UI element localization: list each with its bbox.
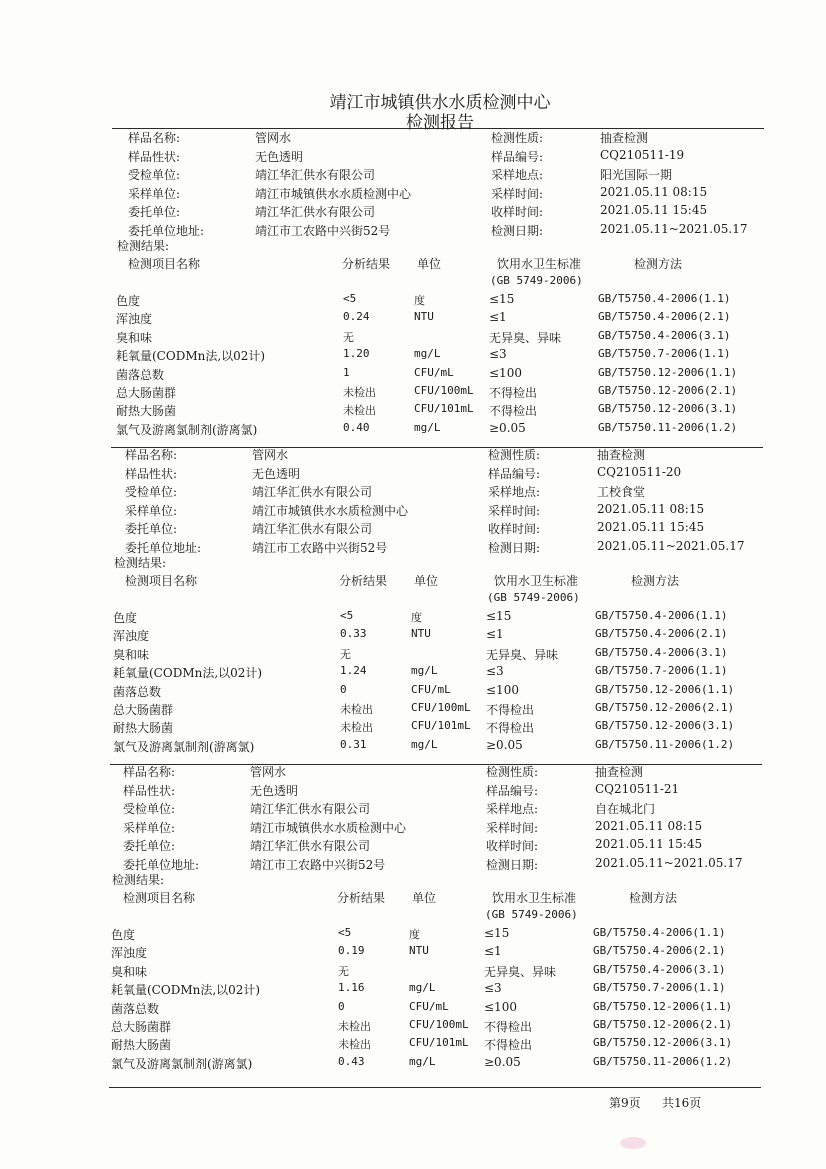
info-value: 靖江华汇供水有限公司 [255, 205, 376, 220]
test-result: 0.43 [338, 1054, 365, 1068]
info-label: 采样时间: [491, 186, 544, 201]
test-item-name: 菌落总数 [116, 367, 165, 382]
stamp-mark [620, 1137, 646, 1149]
test-item-name: 总大肠菌群 [111, 1020, 172, 1034]
test-method: GB/T5750.11-2006(1.2) [598, 420, 738, 434]
column-header-standard-code: (GB 5749-2006) [490, 274, 583, 287]
test-method: GB/T5750.12-2006(3.1) [595, 719, 735, 733]
info-label: 样品编号: [488, 466, 541, 481]
test-standard: ≤100 [486, 682, 519, 697]
test-result: 无 [338, 964, 349, 978]
info-value: 靖江华汇供水有限公司 [252, 522, 373, 537]
test-standard: ≤3 [486, 664, 504, 679]
info-label: 检测日期: [488, 541, 541, 555]
info-label: 检测性质: [486, 765, 539, 779]
test-item-name: 浑浊度 [111, 946, 148, 961]
column-header-unit: 单位 [417, 257, 442, 271]
info-label: 受检单位: [125, 485, 178, 500]
test-method: GB/T5750.4-2006(3.1) [595, 645, 728, 659]
test-standard: ≤100 [484, 999, 517, 1014]
info-label: 受检单位: [128, 168, 181, 183]
test-standard: 不得检出 [486, 703, 535, 717]
test-result: 0.33 [340, 627, 367, 641]
column-header-unit: 单位 [414, 574, 439, 588]
test-standard: 不得检出 [484, 1020, 533, 1034]
test-standard: 不得检出 [486, 721, 535, 736]
test-item-name: 色度 [111, 928, 136, 942]
info-label: 采样地点: [488, 485, 541, 500]
test-standard: ≤1 [484, 944, 502, 959]
test-method: GB/T5750.12-2006(1.1) [593, 999, 733, 1013]
info-value: 无色透明 [255, 149, 304, 164]
test-item-name: 耐热大肠菌 [113, 721, 174, 736]
info-value: 2021.05.11~2021.05.17 [597, 539, 745, 553]
test-method: GB/T5750.4-2006(2.1) [593, 944, 726, 958]
test-unit: NTU [411, 627, 431, 641]
test-method: GB/T5750.12-2006(1.1) [598, 365, 738, 379]
test-standard: 不得检出 [484, 1038, 533, 1053]
info-label: 委托单位地址: [125, 541, 202, 555]
report-title: 检测报告 [406, 113, 474, 133]
info-value: 靖江市工农路中兴街52号 [250, 858, 386, 872]
test-item-name: 色度 [116, 294, 141, 308]
test-result: 未检出 [338, 1020, 371, 1033]
column-header-standard-code: (GB 5749-2006) [485, 908, 578, 921]
test-item-name: 臭和味 [111, 964, 148, 979]
test-result: 未检出 [343, 386, 376, 399]
test-result: 未检出 [340, 703, 373, 716]
test-unit: 度 [411, 611, 422, 624]
info-value: 靖江市城镇供水水质检测中心 [252, 503, 409, 518]
test-standard: ≤15 [486, 609, 512, 623]
test-item-name: 耗氧量(CODMn法,以02计) [111, 983, 261, 998]
test-method: GB/T5750.11-2006(1.2) [595, 737, 735, 751]
info-value: 靖江市城镇供水水质检测中心 [255, 186, 412, 201]
info-value: 抽查检测 [600, 131, 649, 145]
test-item-name: 菌落总数 [111, 1001, 160, 1016]
test-method: GB/T5750.4-2006(1.1) [598, 292, 731, 305]
results-label: 检测结果: [114, 556, 167, 570]
test-result: 0.31 [340, 737, 367, 751]
test-result: 未检出 [343, 404, 376, 418]
test-item-name: 色度 [113, 611, 138, 625]
test-result: 1.24 [340, 664, 367, 678]
info-value: 靖江华汇供水有限公司 [252, 485, 373, 500]
column-header-result: 分析结果 [337, 891, 386, 905]
test-result: 0.40 [343, 420, 370, 434]
info-value: 2021.05.11 08:15 [600, 184, 708, 199]
info-value: 无色透明 [252, 466, 301, 481]
page-total: 共16页 [662, 1096, 702, 1110]
column-header-method: 检测方法 [634, 257, 683, 271]
test-method: GB/T5750.4-2006(1.1) [595, 609, 728, 622]
test-item-name: 氯气及游离氯制剂(游离氯) [116, 422, 258, 437]
info-label: 样品性状: [123, 783, 176, 798]
info-label: 采样时间: [488, 503, 541, 518]
info-value: 2021.05.11 08:15 [597, 501, 705, 516]
test-standard: ≤1 [489, 310, 507, 325]
column-header-item: 检测项目名称 [123, 891, 196, 905]
test-standard: 无异臭、异味 [486, 647, 559, 662]
results-label: 检测结果: [112, 873, 165, 887]
info-value: 靖江市城镇供水水质检测中心 [250, 820, 407, 835]
info-label: 样品编号: [486, 783, 539, 798]
info-value: 抽查检测 [595, 765, 644, 779]
test-unit: mg/L [414, 420, 441, 434]
test-method: GB/T5750.7-2006(1.1) [595, 664, 728, 678]
test-method: GB/T5750.12-2006(2.1) [595, 701, 735, 714]
info-label: 委托单位: [123, 839, 176, 854]
test-unit: CFU/100mL [414, 384, 474, 397]
info-value: 2021.05.11 15:45 [595, 837, 703, 852]
test-method: GB/T5750.4-2006(1.1) [593, 926, 726, 939]
info-value: 管网水 [250, 765, 287, 779]
column-header-standard: 饮用水卫生标准 [494, 574, 579, 588]
info-label: 采样单位: [125, 503, 178, 518]
info-value: 2021.05.11 15:45 [597, 520, 705, 535]
section-divider [111, 447, 763, 448]
info-label: 受检单位: [123, 802, 176, 817]
test-method: GB/T5750.7-2006(1.1) [593, 981, 726, 995]
info-label: 样品编号: [491, 149, 544, 164]
info-value: 靖江华汇供水有限公司 [255, 168, 376, 183]
test-standard: 不得检出 [489, 404, 538, 419]
test-item-name: 总大肠菌群 [116, 386, 177, 400]
test-result: 1 [343, 365, 350, 379]
info-label: 样品名称: [123, 765, 176, 779]
column-header-standard: 饮用水卫生标准 [492, 891, 577, 905]
info-value: 2021.05.11~2021.05.17 [595, 856, 743, 870]
test-item-name: 浑浊度 [113, 629, 150, 644]
info-label: 采样时间: [486, 820, 539, 835]
test-standard: ≤15 [484, 926, 510, 940]
test-item-name: 浑浊度 [116, 312, 153, 327]
info-label: 样品名称: [128, 131, 181, 145]
test-result: 1.20 [343, 347, 370, 361]
column-header-unit: 单位 [412, 891, 437, 905]
info-value: 2021.05.11 08:15 [595, 818, 703, 833]
info-value: 2021.05.11 15:45 [600, 203, 708, 218]
info-label: 检测日期: [491, 224, 544, 238]
test-method: GB/T5750.7-2006(1.1) [598, 347, 731, 361]
test-item-name: 耐热大肠菌 [116, 404, 177, 419]
test-item-name: 菌落总数 [113, 684, 162, 699]
info-label: 样品性状: [125, 466, 178, 481]
column-header-method: 检测方法 [631, 574, 680, 588]
test-unit: mg/L [409, 1054, 436, 1068]
test-standard: 无异臭、异味 [484, 964, 557, 979]
test-item-name: 耗氧量(CODMn法,以02计) [113, 666, 263, 681]
test-result: 未检出 [338, 1038, 371, 1052]
test-standard: ≤100 [489, 365, 522, 380]
info-label: 检测性质: [488, 448, 541, 462]
test-standard: ≥0.05 [484, 1054, 521, 1069]
info-value: CQ210511-20 [597, 464, 682, 479]
info-value: 靖江华汇供水有限公司 [250, 839, 371, 854]
test-standard: 不得检出 [489, 386, 538, 400]
test-unit: CFU/101mL [414, 402, 474, 416]
test-standard: 无异臭、异味 [489, 330, 562, 345]
test-standard: ≤3 [489, 347, 507, 362]
test-unit: CFU/100mL [411, 701, 471, 714]
info-label: 收样时间: [491, 205, 544, 220]
test-item-name: 氯气及游离氯制剂(游离氯) [113, 739, 255, 754]
test-result: <5 [343, 292, 357, 305]
test-result: 0 [340, 682, 347, 696]
info-label: 委托单位: [128, 205, 181, 220]
test-result: <5 [340, 609, 354, 622]
test-item-name: 耐热大肠菌 [111, 1038, 172, 1053]
test-standard: ≥0.05 [486, 737, 523, 752]
test-standard: ≤1 [486, 627, 504, 642]
page-number: 第9页 [609, 1096, 641, 1110]
info-label: 检测性质: [491, 131, 544, 145]
info-label: 收样时间: [488, 522, 541, 537]
info-label: 采样地点: [486, 802, 539, 817]
section-divider [110, 764, 762, 765]
info-label: 采样单位: [128, 186, 181, 201]
test-unit: mg/L [411, 737, 438, 751]
test-method: GB/T5750.4-2006(2.1) [598, 310, 731, 324]
info-value: 自在城北门 [595, 802, 656, 817]
test-result: <5 [338, 926, 352, 939]
column-header-standard: 饮用水卫生标准 [497, 257, 582, 271]
info-value: 工校食堂 [597, 485, 646, 500]
column-header-result: 分析结果 [342, 257, 391, 271]
test-unit: CFU/100mL [409, 1018, 469, 1031]
test-result: 无 [343, 330, 354, 344]
info-label: 采样单位: [123, 820, 176, 835]
info-value: 2021.05.11~2021.05.17 [600, 222, 748, 236]
info-value: 阳光国际一期 [600, 168, 673, 183]
test-unit: NTU [409, 944, 429, 958]
test-item-name: 臭和味 [116, 330, 153, 345]
section-divider [112, 128, 764, 129]
info-label: 委托单位地址: [128, 224, 205, 238]
test-unit: NTU [414, 310, 434, 324]
test-standard: ≥0.05 [489, 420, 526, 435]
test-method: GB/T5750.12-2006(3.1) [593, 1036, 733, 1050]
info-label: 采样地点: [491, 168, 544, 183]
info-value: 靖江市工农路中兴街52号 [255, 224, 391, 238]
test-method: GB/T5750.12-2006(2.1) [593, 1018, 733, 1031]
test-method: GB/T5750.12-2006(2.1) [598, 384, 738, 397]
info-value: 管网水 [255, 131, 292, 145]
test-method: GB/T5750.12-2006(3.1) [598, 402, 738, 416]
info-value: 抽查检测 [597, 448, 646, 462]
test-item-name: 臭和味 [113, 647, 150, 662]
info-value: CQ210511-21 [595, 781, 680, 796]
test-result: 未检出 [340, 721, 373, 735]
info-value: CQ210511-19 [600, 147, 685, 162]
results-label: 检测结果: [117, 239, 170, 253]
org-title: 靖江市城镇供水水质检测中心 [329, 93, 551, 113]
test-unit: 度 [409, 928, 420, 941]
column-header-standard-code: (GB 5749-2006) [487, 591, 580, 604]
info-label: 样品名称: [125, 448, 178, 462]
info-label: 收样时间: [486, 839, 539, 854]
test-unit: 度 [414, 294, 425, 307]
test-method: GB/T5750.4-2006(2.1) [595, 627, 728, 641]
test-unit: CFU/mL [409, 999, 449, 1013]
test-item-name: 氯气及游离氯制剂(游离氯) [111, 1056, 253, 1071]
test-result: 无 [340, 647, 351, 661]
test-unit: CFU/mL [411, 682, 451, 696]
test-method: GB/T5750.4-2006(3.1) [598, 328, 731, 342]
test-result: 1.16 [338, 981, 365, 995]
test-method: GB/T5750.12-2006(1.1) [595, 682, 735, 696]
test-result: 0.24 [343, 310, 370, 324]
test-unit: CFU/101mL [409, 1036, 469, 1050]
test-unit: CFU/mL [414, 365, 454, 379]
test-method: GB/T5750.4-2006(3.1) [593, 962, 726, 976]
test-unit: mg/L [409, 981, 436, 995]
column-header-result: 分析结果 [339, 574, 388, 588]
test-unit: mg/L [414, 347, 441, 361]
test-standard: ≤3 [484, 981, 502, 996]
info-label: 委托单位: [125, 522, 178, 537]
test-result: 0 [338, 999, 345, 1013]
column-header-method: 检测方法 [629, 891, 678, 905]
info-value: 管网水 [252, 448, 289, 462]
info-label: 样品性状: [128, 149, 181, 164]
test-standard: ≤15 [489, 292, 515, 306]
info-value: 靖江华汇供水有限公司 [250, 802, 371, 817]
info-value: 靖江市工农路中兴街52号 [252, 541, 388, 555]
info-value: 无色透明 [250, 783, 299, 798]
test-result: 0.19 [338, 944, 365, 958]
test-unit: CFU/101mL [411, 719, 471, 733]
test-unit: mg/L [411, 664, 438, 678]
section-divider [109, 1087, 761, 1088]
test-item-name: 总大肠菌群 [113, 703, 174, 717]
column-header-item: 检测项目名称 [125, 574, 198, 588]
test-item-name: 耗氧量(CODMn法,以02计) [116, 349, 266, 364]
info-label: 检测日期: [486, 858, 539, 872]
column-header-item: 检测项目名称 [128, 257, 201, 271]
info-label: 委托单位地址: [123, 858, 200, 872]
test-method: GB/T5750.11-2006(1.2) [593, 1054, 733, 1068]
